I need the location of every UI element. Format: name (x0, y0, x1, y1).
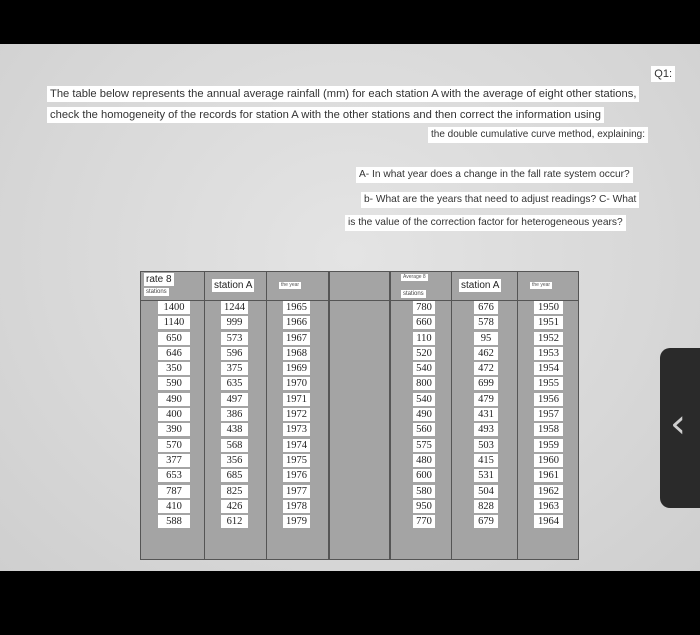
header-station-a-label: station A (214, 280, 253, 291)
question-line-3: the double cumulative curve method, explaining: (428, 127, 648, 143)
prev-page-button[interactable] (660, 348, 700, 508)
cell-rate8: 377 (158, 454, 190, 467)
cell-rate8: 588 (158, 515, 190, 528)
cell-station-a: 1244 (221, 301, 248, 314)
cell-station-a: 426 (221, 500, 248, 513)
cell-station-a: 596 (221, 347, 248, 360)
cell-rate8: 490 (158, 393, 190, 406)
column-avg8 (391, 301, 452, 560)
cell-year: 1959 (534, 439, 563, 452)
question-number: Q1: (651, 66, 675, 82)
cell-station-a: 573 (221, 332, 248, 345)
cell-station-a: 685 (221, 469, 248, 482)
cell-avg8: 660 (413, 316, 435, 329)
subquestion-c: is the value of the correction factor for heterogeneous years? (345, 215, 626, 231)
cell-station-a: 679 (474, 515, 498, 528)
cell-avg8: 540 (413, 362, 435, 375)
cell-avg8: 780 (413, 301, 435, 314)
cell-avg8: 600 (413, 469, 435, 482)
cell-avg8: 540 (413, 393, 435, 406)
cell-year: 1952 (534, 332, 563, 345)
cell-year: 1970 (283, 377, 310, 390)
cell-avg8: 800 (413, 377, 435, 390)
cell-rate8: 410 (158, 500, 190, 513)
cell-station-a: 356 (221, 454, 248, 467)
document-page (0, 44, 700, 571)
cell-station-a: 472 (474, 362, 498, 375)
cell-rate8: 650 (158, 332, 190, 345)
cell-station-a: 493 (474, 423, 498, 436)
cell-rate8: 1140 (158, 316, 190, 329)
cell-year: 1975 (283, 454, 310, 467)
cell-station-a: 635 (221, 377, 248, 390)
header-rate8 (141, 272, 205, 301)
header-station-a-right (452, 272, 518, 301)
cell-avg8: 560 (413, 423, 435, 436)
cell-station-a: 612 (221, 515, 248, 528)
header-year-right (518, 272, 579, 301)
cell-year: 1963 (534, 500, 563, 513)
header-station-a-right-label: station A (461, 280, 500, 291)
cell-station-a: 415 (474, 454, 498, 467)
cell-year: 1966 (283, 316, 310, 329)
cell-station-a: 431 (474, 408, 498, 421)
cell-rate8: 570 (158, 439, 190, 452)
cell-station-a: 503 (474, 439, 498, 452)
cell-avg8: 580 (413, 485, 435, 498)
cell-rate8: 590 (158, 377, 190, 390)
cell-year: 1956 (534, 393, 563, 406)
cell-year: 1964 (534, 515, 563, 528)
cell-station-a: 531 (474, 469, 498, 482)
cell-station-a: 497 (221, 393, 248, 406)
cell-station-a: 386 (221, 408, 248, 421)
column-station-a-right (452, 301, 518, 560)
cell-station-a: 825 (221, 485, 248, 498)
cell-avg8: 770 (413, 515, 435, 528)
cell-rate8: 1400 (158, 301, 190, 314)
column-year-right (518, 301, 579, 560)
header-year-label: the year (281, 282, 300, 288)
cell-year: 1958 (534, 423, 563, 436)
header-rate8-label: rate 8 (146, 274, 172, 285)
cell-station-a: 479 (474, 393, 498, 406)
cell-rate8: 646 (158, 347, 190, 360)
cell-station-a: 828 (474, 500, 498, 513)
cell-station-a: 375 (221, 362, 248, 375)
cell-rate8: 390 (158, 423, 190, 436)
cell-year: 1961 (534, 469, 563, 482)
cell-avg8: 575 (413, 439, 435, 452)
cell-year: 1973 (283, 423, 310, 436)
cell-year: 1957 (534, 408, 563, 421)
cell-station-a: 699 (474, 377, 498, 390)
cell-station-a: 568 (221, 439, 248, 452)
cell-avg8: 490 (413, 408, 435, 421)
cell-year: 1954 (534, 362, 563, 375)
cell-year: 1972 (283, 408, 310, 421)
cell-rate8: 653 (158, 469, 190, 482)
cell-station-a: 999 (221, 316, 248, 329)
cell-year: 1967 (283, 332, 310, 345)
cell-avg8: 110 (413, 332, 435, 345)
subquestion-b: b- What are the years that need to adjust readings? C- What (361, 192, 639, 208)
column-year (267, 301, 329, 560)
header-avg8 (391, 272, 452, 301)
rainfall-table-left (140, 271, 329, 560)
cell-station-a: 438 (221, 423, 248, 436)
header-year (267, 272, 329, 301)
cell-year: 1971 (283, 393, 310, 406)
header-rate8-sub: stations (146, 289, 167, 295)
cell-rate8: 400 (158, 408, 190, 421)
cell-year: 1968 (283, 347, 310, 360)
header-station-a (205, 272, 267, 301)
cell-rate8: 787 (158, 485, 190, 498)
cell-avg8: 950 (413, 500, 435, 513)
spacer-header (330, 272, 390, 301)
table-spacer (329, 271, 390, 560)
cell-year: 1979 (283, 515, 310, 528)
cell-station-a: 462 (474, 347, 498, 360)
spacer-body (330, 301, 390, 560)
cell-year: 1978 (283, 500, 310, 513)
cell-year: 1969 (283, 362, 310, 375)
cell-year: 1977 (283, 485, 310, 498)
question-line-1: The table below represents the annual average rainfall (mm) for each station A with the average of eight other stations, (47, 86, 639, 102)
cell-avg8: 480 (413, 454, 435, 467)
cell-year: 1960 (534, 454, 563, 467)
cell-year: 1976 (283, 469, 310, 482)
header-avg8-sub: stations (403, 291, 424, 297)
cell-station-a: 578 (474, 316, 498, 329)
cell-year: 1951 (534, 316, 563, 329)
chevron-left-icon: ‹ (670, 401, 686, 447)
cell-year: 1962 (534, 485, 563, 498)
cell-station-a: 504 (474, 485, 498, 498)
cell-rate8: 350 (158, 362, 190, 375)
cell-station-a: 95 (474, 332, 498, 345)
cell-year: 1950 (534, 301, 563, 314)
header-avg8-label: Average 8 (403, 274, 426, 280)
column-station-a (205, 301, 267, 560)
rainfall-table-right (390, 271, 579, 560)
cell-year: 1974 (283, 439, 310, 452)
cell-year: 1965 (283, 301, 310, 314)
column-rate8 (141, 301, 205, 560)
cell-year: 1955 (534, 377, 563, 390)
subquestion-a: A- In what year does a change in the fall rate system occur? (356, 167, 633, 183)
header-year-right-label: the year (532, 282, 551, 288)
cell-station-a: 676 (474, 301, 498, 314)
cell-year: 1953 (534, 347, 563, 360)
cell-avg8: 520 (413, 347, 435, 360)
question-line-2: check the homogeneity of the records for station A with the other stations and then correct the information using (47, 107, 604, 123)
